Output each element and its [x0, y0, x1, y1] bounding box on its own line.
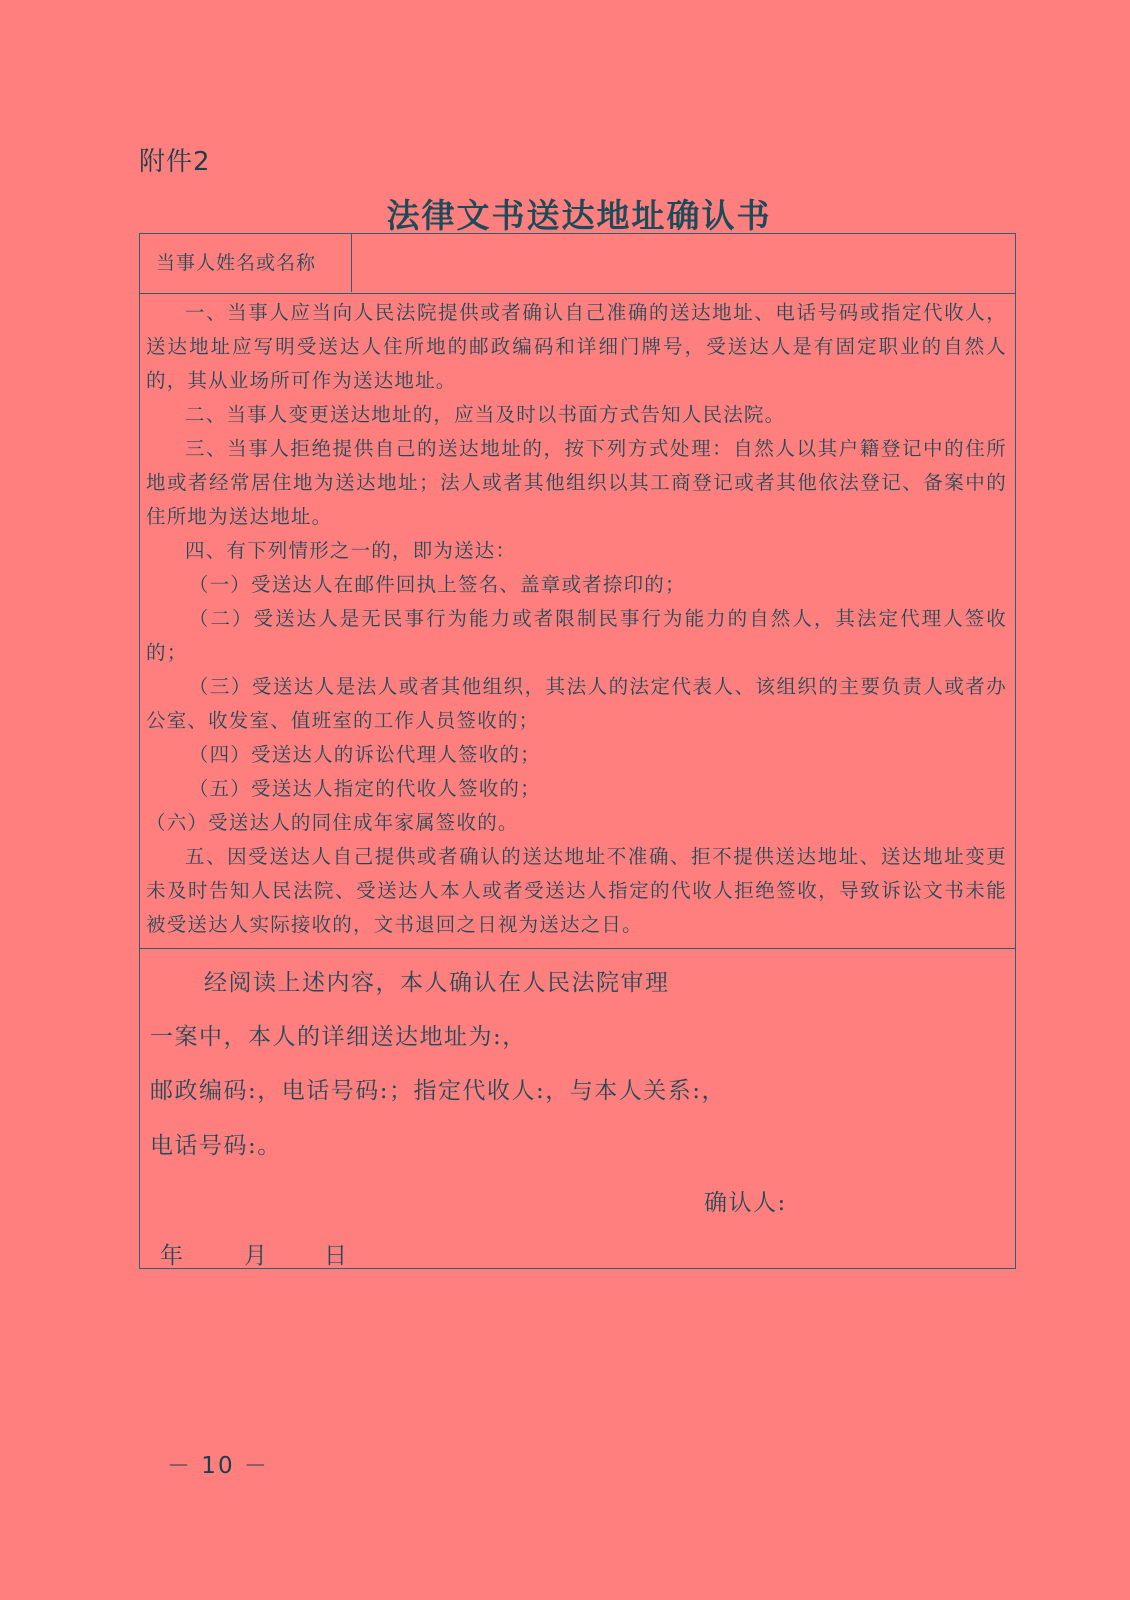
date-year-label: 年 [160, 1243, 183, 1269]
page-number: － 10 － [167, 1453, 269, 1479]
date-month-label: 月 [244, 1243, 267, 1269]
delivery-address-line: 一案中，本人的详细送达地址为:， [150, 1024, 527, 1050]
postal-phone-agent-line: 邮政编码:，电话号码:；指定代收人:，与本人关系:， [150, 1078, 726, 1104]
section-divider [140, 948, 1015, 949]
notice-paragraph: （一）受送达人在邮件回执上签名、盖章或者捺印的； [188, 573, 686, 596]
confirmer-signature-label: 确认人: [704, 1190, 787, 1216]
notice-paragraph: （六）受送达人的同住成年家属签收的。 [146, 811, 519, 834]
date-row [160, 1237, 347, 1270]
notice-paragraph: 四、有下列情形之一的，即为送达： [185, 539, 517, 562]
notice-paragraph: （三）受送达人是法人或者其他组织，其法人的法定代表人、该组织的主要负责人或者办公室、收发室、值班室的工作人员签收的； [146, 675, 1007, 732]
date-day-label: 日 [324, 1243, 347, 1269]
notice-paragraph: （四）受送达人的诉讼代理人签收的； [188, 743, 541, 766]
notice-paragraph: 五、因受送达人自己提供或者确认的送达地址不准确、拒不提供送达地址、送达地址变更未及时告知人民法院、受送达人本人或者受送达人指定的代收人拒绝签收，导致诉讼文书未能被受送达人实际接收的，文书退回之日视为送达之日。 [146, 845, 1007, 936]
attachment-label: 附件2 [139, 147, 211, 177]
notice-section [146, 296, 1007, 942]
notice-paragraph: 一、当事人应当向人民法院提供或者确认自己准确的送达地址、电话号码或指定代收人，送达地址应写明受送达人住所地的邮政编码和详细门牌号，受送达人是有固定职业的自然人的，其从业场所可作为送达地址。 [146, 301, 1007, 392]
agent-phone-line: 电话号码:。 [150, 1133, 282, 1159]
party-name-field[interactable] [352, 234, 1015, 292]
party-name-label: 当事人姓名或名称 [140, 234, 352, 292]
notice-paragraph: （二）受送达人是无民事行为能力或者限制民事行为能力的自然人，其法定代理人签收的； [146, 607, 1007, 664]
confirm-statement-line: 经阅读上述内容，本人确认在人民法院审理 [204, 970, 670, 996]
confirmation-form [139, 233, 1016, 1269]
notice-paragraph: （五）受送达人指定的代收人签收的； [188, 777, 541, 800]
party-name-row [140, 234, 1015, 294]
notice-paragraph: 三、当事人拒绝提供自己的送达地址的，按下列方式处理：自然人以其户籍登记中的住所地或者经常居住地为送达地址；法人或者其他组织以其工商登记或者其他依法登记、备案中的住所地为送达地址。 [146, 437, 1007, 528]
document-title: 法律文书送达地址确认书 [386, 196, 772, 235]
notice-paragraph: 二、当事人变更送达地址的，应当及时以书面方式告知人民法院。 [185, 403, 786, 426]
